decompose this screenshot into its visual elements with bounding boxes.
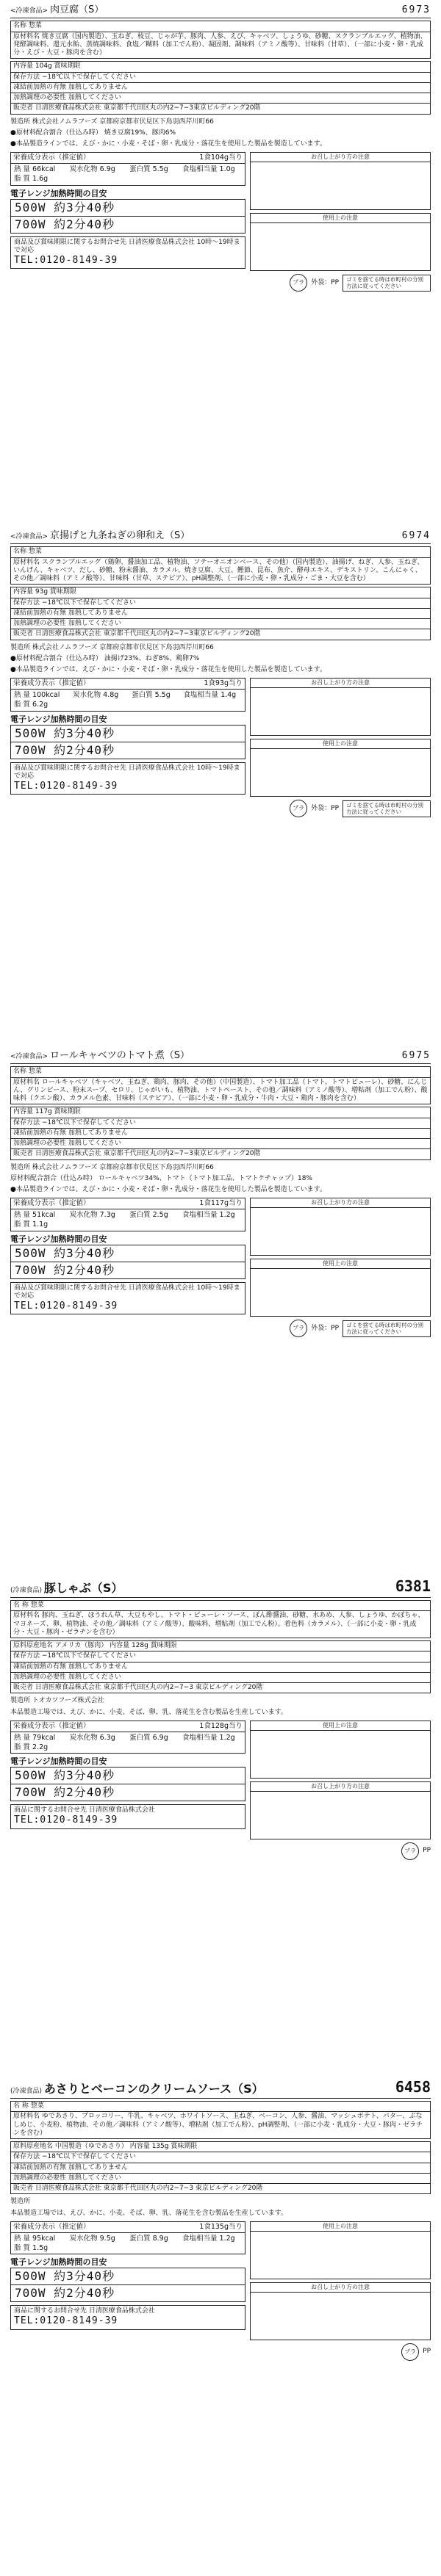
nutrition-protein: 蛋白質 2.5g: [129, 1211, 168, 1220]
nutrition-fat: 脂 質 2.2g: [14, 1743, 49, 1751]
nutrition-title: 栄養成分表示（推定値）: [13, 1199, 90, 1208]
cooking: 加熱調理の必要性 加熱してください: [11, 1673, 430, 1683]
nutrition-table: [10, 678, 245, 712]
spec-table-2: [10, 61, 431, 114]
microwave-700w: 700W 約2分40秒: [15, 742, 115, 757]
product-name: あさりとベーコンのクリームソース（S）: [43, 2082, 264, 2096]
spec-table: [10, 2101, 431, 2139]
nutrition-header: [11, 153, 245, 164]
cooking: 加熱調理の必要性 加熱してください: [11, 619, 430, 629]
ratio: 原材料配合割合（仕込み時） ロールキャベツ34%、トマト（トマト加工品、トマトケチャップ）18%: [10, 1174, 312, 1182]
maker: 製造所 株式会社ノムラフーズ 京都府京都市伏見区下鳥羽西芹川町66: [10, 643, 214, 651]
recycle-mark-icon: プラ: [290, 1320, 307, 1337]
nutrition-carb: 炭水化物 4.8g: [73, 691, 119, 700]
packaging-material: PP: [423, 1847, 431, 1855]
allergy-note: 本品製造工場では、えび、かに、小麦、そば、卵、乳、落花生を含む製品を生産しています。: [10, 2209, 287, 2217]
contact-tel: TEL:0120-8149-39: [14, 255, 118, 267]
nutrition-unit: 1食117g当り: [199, 1199, 243, 1208]
storage: 保存方法 −18℃以下で保存してください: [11, 598, 430, 609]
product-name: 京揚げと九条ねぎの卵和え（S）: [49, 530, 190, 541]
nutrition-table: [10, 152, 245, 186]
caution-title-2: 使用上の注意: [251, 1259, 430, 1269]
recycle-mark-icon: プラ: [401, 1842, 419, 1860]
maker: 製造所: [10, 2198, 31, 2206]
caution-box-2: [250, 1781, 431, 1839]
seller: 販売者 日清医療食品株式会社 東京都千代田区丸の内2−7−3 東京ビルディング20階: [13, 2185, 263, 2192]
nutrition-salt: 食塩相当量 1.2g: [182, 1211, 235, 1220]
ingredients: 原材料名 スクランブルエッグ（鶏卵、醤油加工品、植物油、ソテーオニオンベース、その他）（国内製造）、油揚げ、ねぎ、人参、玉ねぎ、いんげん、キャベツ、だし、砂糖、粉末醤油、カラメル、焼き豆腐、大豆、鰹節、昆布、魚介、酵母エキス、デキストリン、こんにゃく、その他／調味料（アミノ酸等）、甘味料（甘草、ステビア）、pH調整剤、（一部に小麦・卵・乳成分・ごま・大豆を含む）: [13, 558, 424, 582]
microwave-700w: 700W 約2分40秒: [15, 217, 115, 231]
nutrition-header: [11, 1721, 245, 1732]
lower-section: [10, 676, 431, 817]
maker: 製造所 株式会社ノムラフーズ 京都府京都市伏見区下鳥羽西芹川町66: [10, 117, 214, 126]
nutrition-fat: 脂 質 6.2g: [14, 701, 49, 709]
microwave-table: [10, 1767, 245, 1801]
packaging-material: 外袋：PP: [311, 1324, 339, 1332]
label-header: [10, 530, 431, 544]
nutrition-values: [11, 1732, 245, 1754]
category: <冷凍食品>: [10, 7, 49, 15]
nutrition-unit: 1食104g当り: [199, 153, 243, 162]
packaging-mark: [250, 274, 431, 292]
caution-title-1: お召し上がり方の注意: [251, 153, 430, 162]
spec-table: [10, 21, 431, 59]
contact-tel: TEL:0120-8149-39: [14, 1300, 118, 1312]
nutrition-carb: 炭水化物 7.3g: [69, 1211, 115, 1220]
microwave-table: [10, 1245, 245, 1279]
nutrition-salt: 食塩相当量 1.2g: [182, 2234, 235, 2243]
microwave-table: [10, 2268, 245, 2302]
nutrition-protein: 蛋白質 8.9g: [129, 2234, 168, 2243]
maker: 製造所 トオカツフーズ株式会社: [10, 1697, 104, 1705]
category: (冷凍食品): [10, 1587, 43, 1594]
lower-section: [10, 1718, 431, 1860]
nutrition-energy: 熱 量 51kcal: [14, 1211, 56, 1220]
allergy-note: 本品製造工場では、えび、かに、小麦、そば、卵、乳、落花生を含む製品を生産しています。: [10, 1708, 287, 1716]
nutrition-title: 栄養成分表示（推定値）: [13, 1721, 90, 1730]
microwave-500w: 500W 約3分40秒: [11, 2268, 245, 2285]
right-col: [250, 676, 431, 817]
nutrition-fat: 脂 質 1.6g: [14, 175, 49, 183]
right-col: [250, 2219, 431, 2361]
label-name: 名 称 惣菜: [11, 1601, 430, 1611]
content: 内容量 104g 賞味期限: [11, 62, 430, 72]
storage: 保存方法 −18℃以下で保存してください: [11, 1118, 430, 1129]
nutrition-values: [11, 690, 245, 711]
seller: 販売者 日清医療食品株式会社 東京都千代田区丸の内2−7−3東京ビルディング20階: [13, 630, 261, 638]
caution-title-1: 使用上の注意: [251, 1721, 430, 1731]
ratio: ●原材料配合割合（仕込み時） 油揚げ23%、ねぎ8%、鶏卵7%: [10, 654, 200, 662]
allergy-note: ●本品製造ラインでは、えび・かに・小麦・そば・卵・乳成分・落花生を使用した製品を製造しています。: [10, 666, 326, 673]
caution-body-2: [251, 1792, 430, 1839]
caution-box-1: [250, 152, 431, 210]
caution-title-1: お召し上がり方の注意: [251, 1198, 430, 1208]
microwave-title: 電子レンジ加熱時間の目安: [10, 2257, 107, 2268]
nutrition-salt: 食塩相当量 1.2g: [182, 1733, 235, 1742]
caution-box-1: [250, 2221, 431, 2279]
microwave-title: 電子レンジ加熱時間の目安: [10, 714, 107, 724]
storage: 保存方法 −18℃以下で保存してください: [11, 73, 430, 83]
caution-body-1: [251, 1208, 430, 1255]
caution-box-2: [250, 1259, 431, 1317]
nutrition-unit: 1食93g当り: [204, 679, 243, 688]
contact-tel: TEL:0120-8149-39: [14, 781, 118, 792]
contact-tel: TEL:0120-8149-39: [14, 1815, 118, 1826]
product-code: 6975: [401, 1050, 431, 1061]
nutrition-energy: 熱 量 95kcal: [14, 2234, 56, 2243]
nutrition-energy: 熱 量 79kcal: [14, 1733, 56, 1742]
right-col: [250, 150, 431, 292]
packaging-mark: [250, 2343, 431, 2361]
product-code: 6973: [401, 4, 431, 15]
label-name: 名称 惣菜: [11, 21, 430, 32]
contact-text: 商品及び賞味期限に関するお問合せ先 日清医療食品株式会社 10時〜19時まで対応: [14, 1284, 240, 1300]
packaging-material: 外袋：PP: [311, 278, 339, 286]
allergy-note: ●本品製造ラインでは、えび・かに・小麦・そば・卵・乳成分・落花生を使用した製品を製造しています。: [10, 140, 326, 148]
nutrition-values: [11, 164, 245, 185]
product-label: [10, 530, 431, 817]
content: 内容量 93g 賞味期限: [11, 587, 430, 598]
packaging-note: ゴミを捨てる時は市町村の分別方法に従ってください: [343, 275, 431, 292]
contact-box: [10, 2305, 245, 2330]
nutrition-energy: 熱 量 100kcal: [14, 691, 60, 700]
microwave-table: [10, 199, 245, 234]
caution-body-1: [251, 1731, 430, 1778]
seller: 販売者 日清医療食品株式会社 東京都千代田区丸の内2−7−3 東京ビルディング20階: [13, 1684, 263, 1691]
microwave-500w: 500W 約3分40秒: [11, 200, 245, 217]
label-name: 名 称 惣菜: [11, 2102, 430, 2112]
microwave-500w: 500W 約3分40秒: [11, 1245, 245, 1262]
packaging-material: 外袋：PP: [311, 804, 339, 812]
nutrition-protein: 蛋白質 5.5g: [132, 691, 171, 700]
lower-section: [10, 2219, 431, 2361]
caution-box-2: [250, 213, 431, 271]
product-name: 肉豆腐（S）: [49, 4, 104, 15]
nutrition-carb: 炭水化物 6.9g: [69, 165, 115, 174]
prefreeze: 凍結前加熱の有無 加熱してありません: [11, 609, 430, 619]
content: 原料原産地名 中国製造（ゆであさり） 内容量 135g 賞味期限: [11, 2142, 430, 2152]
product-label: [10, 1050, 431, 1337]
left-col: [10, 150, 245, 292]
nutrition-fat: 脂 質 1.5g: [14, 2243, 49, 2252]
label-header: [10, 1577, 431, 1598]
content: 原料原産地名 アメリカ（豚肉） 内容量 128g 賞味期限: [11, 1641, 430, 1651]
category: <冷凍食品>: [10, 533, 49, 540]
microwave-title: 電子レンジ加熱時間の目安: [10, 1234, 107, 1244]
left-col: [10, 676, 245, 817]
microwave-title: 電子レンジ加熱時間の目安: [10, 188, 107, 198]
recycle-mark-icon: プラ: [290, 274, 307, 292]
label-name: 名称 惣菜: [11, 1067, 430, 1077]
lower-section: [10, 150, 431, 292]
ingredients: 原材料名 焼き豆腐（国内製造）、玉ねぎ、枝豆、じゃが芋、豚肉、人参、えび、キャベツ、しょうゆ、砂糖、スクランブルエッグ、植物油、発酵調味料、還元水飴、蒸焼調味料、食塩／糊料（加工でん粉）、凝固剤、調味料（アミノ酸等）、甘味料（甘草）、（一部に小麦・卵・乳成分・えび・大豆・豚肉を含む）: [13, 32, 427, 57]
ratio: ●原材料配合割合（仕込み時） 焼き豆腐19%、豚肉6%: [10, 129, 176, 137]
nutrition-fat: 脂 質 1.1g: [14, 1220, 49, 1229]
spec-table-2: [10, 587, 431, 640]
caution-body-2: [251, 2293, 430, 2340]
packaging-material: PP: [423, 2348, 431, 2356]
storage: 保存方法 −18℃以下で保存してください: [11, 1651, 430, 1662]
contact-text: 商品に関するお問合せ先 日清医療食品株式会社: [14, 1806, 155, 1815]
microwave-title: 電子レンジ加熱時間の目安: [10, 1756, 107, 1767]
nutrition-values: [11, 2233, 245, 2254]
content: 内容量 117g 賞味期限: [11, 1107, 430, 1118]
nutrition-title: 栄養成分表示（推定値）: [13, 2222, 90, 2231]
cooking: 加熱調理の必要性 加熱してください: [11, 1139, 430, 1149]
caution-body-2: [251, 1269, 430, 1316]
ingredients: 原材料名 ゆであさり、ブロッコリー、牛乳、キャベツ、ホワイトソース、玉ねぎ、ベーコン、人参、醤油、マッシュポテト、バター、ぶなしめじ、小麦粉、植物油、その他／調味料（アミノ酸等）、増粘剤（加工でん粉）、pH調整剤、（一部に小麦・乳成分・大豆・豚肉・ゼラチンを含む）: [13, 2113, 423, 2137]
product-label: [10, 4, 431, 292]
microwave-table: [10, 725, 245, 759]
recycle-mark-icon: プラ: [290, 800, 307, 817]
nutrition-values: [11, 1209, 245, 1231]
spec-table: [10, 546, 431, 585]
caution-box-2: [250, 2282, 431, 2340]
ingredients: 原材料名 豚肉、玉ねぎ、ほうれん草、大豆もやし、トマト・ピューレ・ソース、ぽん酢醤油、砂糖、水あめ、人参、しょうゆ、かぼちゃ、マヨネーズ、卵、植物油、その他／調味料（アミノ酸等）、酸味料、増粘剤（加工でん粉）、着色料（カラメル）、（一部に小麦・卵・乳成分・大豆・豚肉・ゼラチンを含む）: [13, 1612, 425, 1636]
caution-title-2: お召し上がり方の注意: [251, 2283, 430, 2293]
product-code: 6974: [401, 530, 431, 541]
packaging-mark: [250, 1842, 431, 1860]
nutrition-protein: 蛋白質 5.5g: [129, 165, 168, 174]
allergy-note: ●本品製造ラインでは、えび・かに・小麦・そば・卵・乳成分・落花生を使用した製品を製造しています。: [10, 1186, 326, 1193]
product-label: [10, 2078, 431, 2361]
caution-body-2: [251, 223, 430, 270]
contact-text: 商品及び賞味期限に関するお問合せ先 日清医療食品株式会社 10時〜19時まで対応: [14, 238, 240, 254]
spec-table-2: [10, 2141, 431, 2194]
cooking: 加熱調理の必要性 加熱してください: [11, 93, 430, 104]
caution-title-2: 使用上の注意: [251, 739, 430, 749]
category: (冷凍食品): [10, 2088, 43, 2095]
caution-body-1: [251, 2232, 430, 2279]
microwave-700w: 700W 約2分40秒: [15, 1785, 115, 1800]
product-code: 6458: [395, 2078, 431, 2096]
prefreeze: 凍結前加熱の有無 加熱してありません: [11, 83, 430, 93]
product-label: [10, 1577, 431, 1860]
caution-body-1: [251, 162, 430, 209]
recycle-mark-icon: プラ: [401, 2343, 419, 2361]
nutrition-header: [11, 1198, 245, 1209]
label-name: 名称 惣菜: [11, 547, 430, 557]
nutrition-carb: 炭水化物 6.3g: [69, 1733, 115, 1742]
label-header: [10, 1050, 431, 1064]
contact-box: [10, 236, 245, 269]
nutrition-energy: 熱 量 66kcal: [14, 165, 56, 174]
label-header: [10, 4, 431, 18]
cooking: 加熱調理の必要性 加熱してください: [11, 2174, 430, 2184]
nutrition-carb: 炭水化物 9.5g: [69, 2234, 115, 2243]
prefreeze: 凍結前加熱の有無 加熱してありません: [11, 1129, 430, 1139]
nutrition-unit: 1食135g当り: [199, 2222, 243, 2231]
caution-title-2: 使用上の注意: [251, 214, 430, 223]
label-header: [10, 2078, 431, 2099]
product-name: ロールキャベツのトマト煮（S）: [49, 1050, 190, 1061]
nutrition-title: 栄養成分表示（推定値）: [13, 679, 90, 688]
caution-body-1: [251, 688, 430, 735]
microwave-700w: 700W 約2分40秒: [15, 2286, 115, 2301]
packaging-note: ゴミを捨てる時は市町村の分別方法に従ってください: [343, 1320, 431, 1337]
microwave-500w: 500W 約3分40秒: [11, 1768, 245, 1784]
product-name: 豚しゃぶ（S）: [43, 1581, 123, 1595]
left-col: [10, 1195, 245, 1337]
nutrition-unit: 1食128g当り: [199, 1721, 243, 1730]
packaging-mark: [250, 800, 431, 817]
spec-table-2: [10, 1107, 431, 1159]
contact-text: 商品及び賞味期限に関するお問合せ先 日清医療食品株式会社 10時〜19時まで対応: [14, 764, 240, 780]
seller: 販売者 日清医療食品株式会社 東京都千代田区丸の内2−7−3東京ビルディング20階: [13, 1150, 261, 1158]
contact-box: [10, 1804, 245, 1829]
nutrition-table: [10, 2221, 245, 2255]
storage: 保存方法 −18℃以下で保存してください: [11, 2152, 430, 2163]
caution-box-1: [250, 678, 431, 736]
ingredients: 原材料名 ロールキャベツ（キャベツ、玉ねぎ、鶏肉、豚肉、その他）（中国製造）、トマト加工品（トマト、トマトピューレ）、砂糖、にんじん、グリンピース、粉末スープ、セロリ、じゃがいも、植物油、トマトペースト、その他／調味料（アミノ酸等）、増粘剤（加工でん粉）、酸味料（クエン酸）、カラメル色素、甘味料（ステビア）、（一部に小麦・卵・乳成分・牛肉・大豆・鶏肉・豚肉を含む）: [13, 1078, 428, 1102]
spec-table-2: [10, 1640, 431, 1693]
caution-body-2: [251, 749, 430, 796]
prefreeze: 凍結前加熱の有無 加熱してありません: [11, 2163, 430, 2174]
microwave-500w: 500W 約3分40秒: [11, 726, 245, 742]
seller: 販売者 日清医療食品株式会社 東京都千代田区丸の内2−7−3東京ビルディング20階: [13, 104, 261, 112]
lower-section: [10, 1195, 431, 1337]
nutrition-salt: 食塩相当量 1.4g: [183, 691, 237, 700]
contact-box: [10, 762, 245, 795]
packaging-note: ゴミを捨てる時は市町村の分別方法に従ってください: [343, 800, 431, 817]
prefreeze: 凍結前加熱の有無 加熱してありません: [11, 1663, 430, 1673]
category: <冷凍食品>: [10, 1053, 49, 1060]
microwave-700w: 700W 約2分40秒: [15, 1262, 115, 1277]
maker: 製造所 株式会社ノムラフーズ 京都府京都市伏見区下鳥羽西芹川町66: [10, 1163, 214, 1171]
caution-title-2: お召し上がり方の注意: [251, 1782, 430, 1792]
left-col: [10, 2219, 245, 2361]
caution-title-1: お召し上がり方の注意: [251, 679, 430, 688]
right-col: [250, 1195, 431, 1337]
nutrition-header: [11, 679, 245, 690]
spec-table: [10, 1600, 431, 1638]
product-code: 6381: [395, 1577, 431, 1595]
nutrition-title: 栄養成分表示（推定値）: [13, 153, 90, 162]
right-col: [250, 1718, 431, 1860]
contact-tel: TEL:0120-8149-39: [14, 2315, 118, 2327]
nutrition-protein: 蛋白質 6.9g: [129, 1733, 168, 1742]
nutrition-table: [10, 1721, 245, 1754]
caution-box-2: [250, 739, 431, 797]
nutrition-header: [11, 2222, 245, 2233]
left-col: [10, 1718, 245, 1860]
contact-text: 商品に関するお問合せ先 日清医療食品株式会社: [14, 2307, 155, 2315]
caution-box-1: [250, 1198, 431, 1256]
caution-title-1: 使用上の注意: [251, 2222, 430, 2232]
spec-table: [10, 1066, 431, 1104]
packaging-mark: [250, 1320, 431, 1337]
caution-box-1: [250, 1721, 431, 1779]
contact-box: [10, 1282, 245, 1315]
nutrition-salt: 食塩相当量 1.0g: [182, 165, 235, 174]
nutrition-table: [10, 1198, 245, 1231]
